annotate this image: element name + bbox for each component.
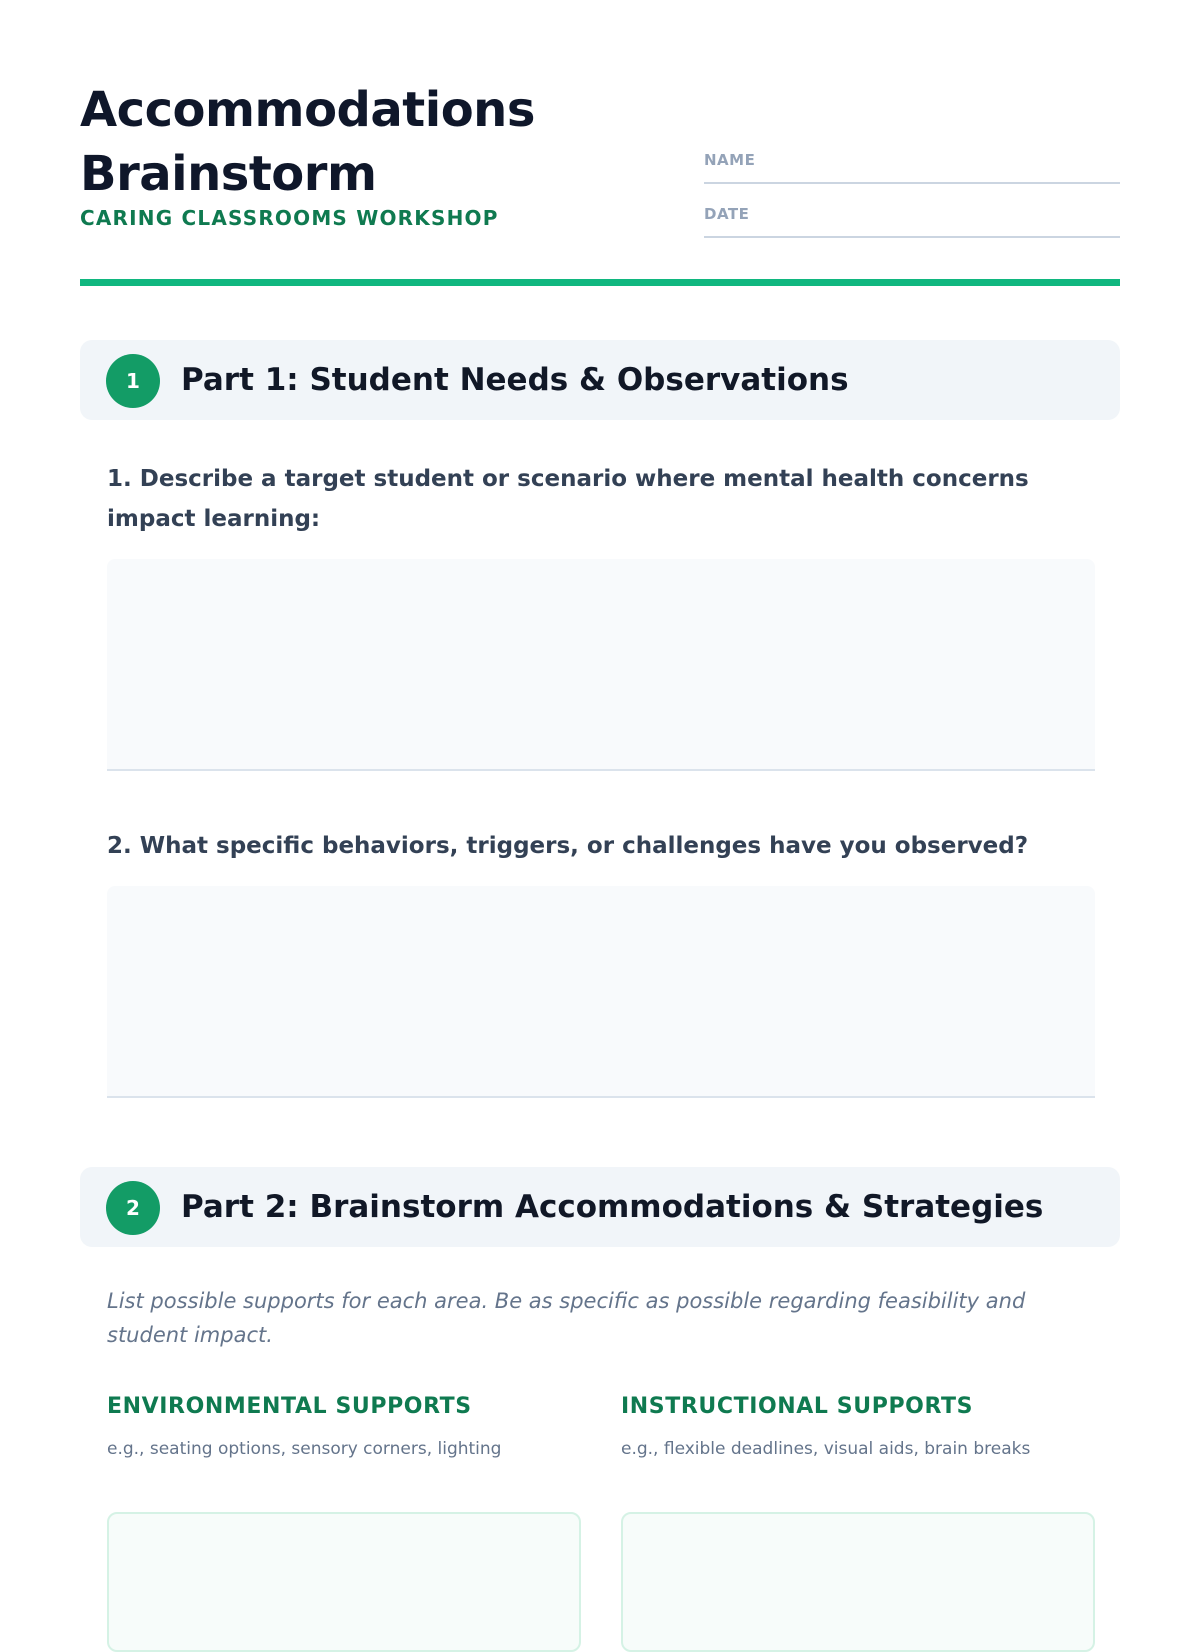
column-title: INSTRUCTIONAL SUPPORTS — [621, 1394, 974, 1419]
section-number-badge: 2 — [106, 1181, 160, 1235]
instructional-supports-column — [621, 1392, 1095, 1462]
date-field[interactable] — [704, 194, 1120, 238]
answer-field-2[interactable] — [107, 886, 1095, 1098]
environmental-supports-column — [107, 1392, 581, 1462]
title-line-2: Brainstorm — [80, 146, 377, 202]
date-label: DATE — [704, 205, 750, 223]
title-line-1: Accommodations — [80, 82, 535, 138]
section-title: Part 1: Student Needs & Observations — [181, 362, 849, 398]
question-2: 2. What specific behaviors, triggers, or challenges have you observed? — [107, 833, 1029, 859]
column-title: ENVIRONMENTAL SUPPORTS — [107, 1394, 472, 1419]
section-header-part-1 — [80, 340, 1120, 420]
name-field[interactable] — [704, 140, 1120, 184]
name-label: NAME — [704, 151, 756, 169]
environmental-supports-field[interactable] — [107, 1512, 581, 1652]
header-divider — [80, 279, 1120, 286]
question-1: 1. Describe a target student or scenario where mental health concerns impact learning: — [107, 466, 1029, 532]
section-title: Part 2: Brainstorm Accommodations & Strategies — [181, 1189, 1044, 1225]
meta-fields — [704, 140, 1120, 248]
column-hint: e.g., seating options, sensory corners, lighting — [107, 1439, 502, 1459]
answer-field-1[interactable] — [107, 559, 1095, 771]
workshop-subtitle: CARING CLASSROOMS WORKSHOP — [80, 206, 499, 230]
section-header-part-2 — [80, 1167, 1120, 1247]
page-title — [80, 78, 600, 206]
part-2-instructions: List possible supports for each area. Be as specific as possible regarding feasibility and student impact. — [107, 1289, 1026, 1347]
instructional-supports-field[interactable] — [621, 1512, 1095, 1652]
section-number-badge: 1 — [106, 354, 160, 408]
worksheet-header — [80, 0, 1120, 286]
column-hint: e.g., flexible deadlines, visual aids, brain breaks — [621, 1439, 1031, 1459]
